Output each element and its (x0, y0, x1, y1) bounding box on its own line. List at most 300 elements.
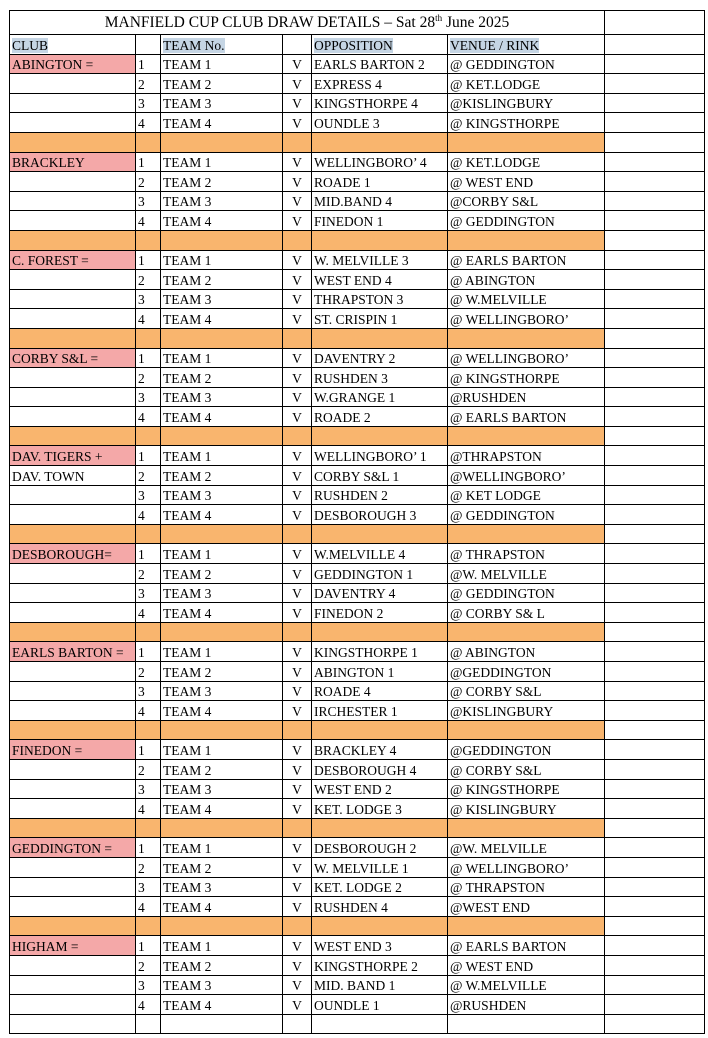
separator-cell (161, 818, 283, 838)
venue: @WEST END (448, 897, 605, 917)
match-number: 2 (136, 857, 161, 877)
match-number: 3 (136, 289, 161, 309)
team-name: TEAM 4 (161, 407, 283, 427)
match-number: 2 (136, 662, 161, 682)
table-row (10, 995, 705, 1015)
table-row (10, 838, 705, 858)
empty-cell (10, 270, 136, 290)
empty-cell (605, 11, 705, 35)
empty-cell (605, 93, 705, 113)
empty-cell (10, 211, 136, 231)
table-row (10, 446, 705, 466)
match-number: 3 (136, 191, 161, 211)
club-name: DAV. TIGERS + (10, 446, 136, 466)
separator-row (10, 916, 705, 936)
venue: @ CORBY S&L (448, 681, 605, 701)
versus-label: V (283, 838, 312, 858)
separator-cell (283, 916, 312, 936)
versus-label: V (283, 191, 312, 211)
empty-cell (10, 74, 136, 94)
opposition: FINEDON 1 (312, 211, 448, 231)
team-name: TEAM 3 (161, 779, 283, 799)
empty-cell (605, 466, 705, 486)
match-number: 1 (136, 446, 161, 466)
separator-row (10, 818, 705, 838)
empty-cell (283, 1014, 312, 1034)
team-name: TEAM 3 (161, 387, 283, 407)
separator-cell (448, 524, 605, 544)
empty-cell (605, 740, 705, 760)
venue: @W. MELVILLE (448, 564, 605, 584)
separator-cell (312, 230, 448, 250)
separator-cell (10, 524, 136, 544)
match-number: 2 (136, 466, 161, 486)
match-number: 3 (136, 681, 161, 701)
venue: @ KET.LODGE (448, 74, 605, 94)
table-row (10, 642, 705, 662)
empty-cell (605, 779, 705, 799)
match-number: 4 (136, 603, 161, 623)
separator-cell (448, 916, 605, 936)
versus-label: V (283, 309, 312, 329)
team-name: TEAM 4 (161, 995, 283, 1015)
club-name: DESBOROUGH= (10, 544, 136, 564)
versus-label: V (283, 172, 312, 192)
team-name: TEAM 1 (161, 152, 283, 172)
separator-row (10, 720, 705, 740)
table-row (10, 897, 705, 917)
table-row (10, 387, 705, 407)
venue: @GEDDINGTON (448, 662, 605, 682)
match-number: 3 (136, 583, 161, 603)
empty-cell (10, 701, 136, 721)
separator-row (10, 132, 705, 152)
versus-label: V (283, 348, 312, 368)
venue: @ KINGSTHORPE (448, 368, 605, 388)
versus-label: V (283, 936, 312, 956)
table-row (10, 289, 705, 309)
opposition: EXPRESS 4 (312, 74, 448, 94)
empty-cell (605, 975, 705, 995)
empty-cell (10, 485, 136, 505)
separator-row (10, 622, 705, 642)
match-number: 1 (136, 348, 161, 368)
separator-cell (448, 426, 605, 446)
header-club: CLUB (10, 35, 136, 55)
separator-cell (312, 328, 448, 348)
empty-cell (605, 211, 705, 231)
venue: @ THRAPSTON (448, 544, 605, 564)
separator-cell (161, 622, 283, 642)
versus-label: V (283, 446, 312, 466)
opposition: THRAPSTON 3 (312, 289, 448, 309)
separator-cell (283, 720, 312, 740)
team-name: TEAM 1 (161, 544, 283, 564)
table-row (10, 740, 705, 760)
opposition: FINEDON 2 (312, 603, 448, 623)
table-row (10, 485, 705, 505)
match-number: 2 (136, 270, 161, 290)
venue: @ THRAPSTON (448, 877, 605, 897)
table-row (10, 211, 705, 231)
separator-row (10, 328, 705, 348)
club-name: ABINGTON = (10, 54, 136, 74)
versus-label: V (283, 779, 312, 799)
table-row (10, 191, 705, 211)
empty-cell (605, 642, 705, 662)
team-name: TEAM 4 (161, 603, 283, 623)
versus-label: V (283, 701, 312, 721)
match-number: 4 (136, 505, 161, 525)
blank-row (10, 1014, 705, 1034)
team-name: TEAM 3 (161, 485, 283, 505)
opposition: WEST END 4 (312, 270, 448, 290)
empty-cell (605, 759, 705, 779)
separator-cell (605, 622, 705, 642)
versus-label: V (283, 152, 312, 172)
table-row (10, 955, 705, 975)
team-name: TEAM 1 (161, 250, 283, 270)
header-team: TEAM No. (161, 35, 283, 55)
venue: @ ABINGTON (448, 642, 605, 662)
separator-cell (605, 524, 705, 544)
table-row (10, 779, 705, 799)
opposition: DESBOROUGH 4 (312, 759, 448, 779)
opposition: WELLINGBORO’ 1 (312, 446, 448, 466)
match-number: 1 (136, 740, 161, 760)
empty-cell (605, 74, 705, 94)
empty-cell (605, 250, 705, 270)
versus-label: V (283, 211, 312, 231)
venue: @ GEDDINGTON (448, 505, 605, 525)
empty-cell (10, 93, 136, 113)
empty-cell (10, 897, 136, 917)
versus-label: V (283, 93, 312, 113)
opposition: ST. CRISPIN 1 (312, 309, 448, 329)
empty-cell (283, 35, 312, 55)
separator-cell (136, 720, 161, 740)
venue: @CORBY S&L (448, 191, 605, 211)
match-number: 4 (136, 995, 161, 1015)
empty-cell (10, 387, 136, 407)
empty-cell (605, 936, 705, 956)
empty-cell (605, 564, 705, 584)
empty-cell (10, 309, 136, 329)
empty-cell (605, 446, 705, 466)
versus-label: V (283, 466, 312, 486)
versus-label: V (283, 289, 312, 309)
empty-cell (10, 603, 136, 623)
separator-cell (161, 132, 283, 152)
separator-cell (283, 132, 312, 152)
table-row (10, 662, 705, 682)
opposition: MID. BAND 1 (312, 975, 448, 995)
separator-cell (10, 328, 136, 348)
team-name: TEAM 3 (161, 877, 283, 897)
empty-cell (605, 897, 705, 917)
opposition: ROADE 4 (312, 681, 448, 701)
table-row (10, 93, 705, 113)
club-name: FINEDON = (10, 740, 136, 760)
venue: @ CORBY S& L (448, 603, 605, 623)
opposition: RUSHDEN 3 (312, 368, 448, 388)
match-number: 3 (136, 877, 161, 897)
empty-cell (605, 152, 705, 172)
header-opposition: OPPOSITION (312, 35, 448, 55)
opposition: RUSHDEN 2 (312, 485, 448, 505)
separator-cell (605, 132, 705, 152)
opposition: WEST END 2 (312, 779, 448, 799)
match-number: 3 (136, 779, 161, 799)
opposition: EARLS BARTON 2 (312, 54, 448, 74)
separator-cell (312, 426, 448, 446)
separator-cell (605, 818, 705, 838)
opposition: RUSHDEN 4 (312, 897, 448, 917)
separator-cell (448, 622, 605, 642)
opposition: DESBOROUGH 3 (312, 505, 448, 525)
team-name: TEAM 2 (161, 857, 283, 877)
venue: @ EARLS BARTON (448, 407, 605, 427)
page-title: MANFIELD CUP CLUB DRAW DETAILS – Sat 28th June 2025 (10, 11, 605, 35)
match-number: 1 (136, 936, 161, 956)
table-row (10, 309, 705, 329)
empty-cell (10, 583, 136, 603)
opposition: W. MELVILLE 1 (312, 857, 448, 877)
separator-cell (448, 328, 605, 348)
separator-cell (605, 426, 705, 446)
team-name: TEAM 1 (161, 838, 283, 858)
separator-cell (10, 622, 136, 642)
venue: @ KET LODGE (448, 485, 605, 505)
separator-cell (448, 230, 605, 250)
match-number: 1 (136, 54, 161, 74)
separator-cell (312, 132, 448, 152)
separator-cell (283, 524, 312, 544)
versus-label: V (283, 113, 312, 133)
team-name: TEAM 2 (161, 172, 283, 192)
separator-cell (312, 916, 448, 936)
venue: @ ABINGTON (448, 270, 605, 290)
table-row (10, 368, 705, 388)
empty-cell (10, 505, 136, 525)
venue: @W. MELVILLE (448, 838, 605, 858)
opposition: OUNDLE 3 (312, 113, 448, 133)
versus-label: V (283, 485, 312, 505)
club-name: HIGHAM = (10, 936, 136, 956)
table-row (10, 74, 705, 94)
table-row (10, 54, 705, 74)
table-row (10, 505, 705, 525)
team-name: TEAM 4 (161, 505, 283, 525)
versus-label: V (283, 995, 312, 1015)
separator-cell (605, 720, 705, 740)
team-name: TEAM 3 (161, 583, 283, 603)
venue: @ EARLS BARTON (448, 250, 605, 270)
empty-cell (10, 289, 136, 309)
separator-cell (10, 230, 136, 250)
separator-cell (10, 818, 136, 838)
match-number: 4 (136, 407, 161, 427)
table-row (10, 250, 705, 270)
separator-cell (161, 426, 283, 446)
empty-cell (10, 407, 136, 427)
empty-cell (605, 505, 705, 525)
empty-cell (448, 1014, 605, 1034)
team-name: TEAM 2 (161, 759, 283, 779)
opposition: ROADE 2 (312, 407, 448, 427)
opposition: GEDDINGTON 1 (312, 564, 448, 584)
separator-cell (161, 328, 283, 348)
empty-cell (10, 877, 136, 897)
empty-cell (605, 1014, 705, 1034)
table-row (10, 936, 705, 956)
team-name: TEAM 4 (161, 113, 283, 133)
team-name: TEAM 2 (161, 270, 283, 290)
table-row (10, 701, 705, 721)
team-name: TEAM 3 (161, 289, 283, 309)
empty-cell (605, 289, 705, 309)
team-name: TEAM 4 (161, 897, 283, 917)
versus-label: V (283, 759, 312, 779)
versus-label: V (283, 54, 312, 74)
empty-cell (605, 995, 705, 1015)
separator-cell (283, 328, 312, 348)
versus-label: V (283, 270, 312, 290)
title-row (10, 11, 705, 35)
empty-cell (605, 113, 705, 133)
team-name: TEAM 3 (161, 681, 283, 701)
separator-cell (312, 622, 448, 642)
empty-cell (605, 877, 705, 897)
opposition: ABINGTON 1 (312, 662, 448, 682)
separator-cell (136, 426, 161, 446)
venue: @ KINGSTHORPE (448, 113, 605, 133)
table-row (10, 759, 705, 779)
header-venue: VENUE / RINK (448, 35, 605, 55)
team-name: TEAM 4 (161, 309, 283, 329)
separator-cell (448, 720, 605, 740)
opposition: IRCHESTER 1 (312, 701, 448, 721)
match-number: 4 (136, 701, 161, 721)
separator-cell (136, 916, 161, 936)
team-name: TEAM 1 (161, 348, 283, 368)
separator-cell (605, 230, 705, 250)
match-number: 2 (136, 955, 161, 975)
empty-cell (10, 113, 136, 133)
opposition: WELLINGBORO’ 4 (312, 152, 448, 172)
opposition: DESBOROUGH 2 (312, 838, 448, 858)
versus-label: V (283, 740, 312, 760)
match-number: 4 (136, 309, 161, 329)
venue: @ GEDDINGTON (448, 583, 605, 603)
table-row (10, 583, 705, 603)
venue: @KISLINGBURY (448, 93, 605, 113)
versus-label: V (283, 975, 312, 995)
venue: @ WELLINGBORO’ (448, 857, 605, 877)
opposition: CORBY S&L 1 (312, 466, 448, 486)
opposition: W.GRANGE 1 (312, 387, 448, 407)
match-number: 4 (136, 897, 161, 917)
match-number: 1 (136, 152, 161, 172)
club-name-secondary: DAV. TOWN (10, 466, 136, 486)
match-number: 2 (136, 368, 161, 388)
empty-cell (10, 681, 136, 701)
team-name: TEAM 2 (161, 74, 283, 94)
venue: @ WEST END (448, 172, 605, 192)
team-name: TEAM 4 (161, 211, 283, 231)
empty-cell (10, 1014, 136, 1034)
empty-cell (10, 662, 136, 682)
empty-cell (10, 191, 136, 211)
table-row (10, 799, 705, 819)
separator-cell (161, 916, 283, 936)
separator-cell (312, 524, 448, 544)
separator-cell (312, 818, 448, 838)
separator-cell (283, 818, 312, 838)
separator-cell (10, 426, 136, 446)
opposition: DAVENTRY 2 (312, 348, 448, 368)
empty-cell (605, 838, 705, 858)
empty-cell (605, 368, 705, 388)
venue: @GEDDINGTON (448, 740, 605, 760)
versus-label: V (283, 407, 312, 427)
opposition: KET. LODGE 2 (312, 877, 448, 897)
table-row (10, 603, 705, 623)
empty-cell (605, 857, 705, 877)
venue: @ WELLINGBORO’ (448, 309, 605, 329)
separator-cell (136, 622, 161, 642)
match-number: 2 (136, 172, 161, 192)
empty-cell (605, 485, 705, 505)
draw-table (9, 10, 705, 1034)
versus-label: V (283, 662, 312, 682)
separator-cell (448, 818, 605, 838)
opposition: WEST END 3 (312, 936, 448, 956)
club-name: C. FOREST = (10, 250, 136, 270)
separator-cell (136, 818, 161, 838)
venue: @ W.MELVILLE (448, 289, 605, 309)
venue: @WELLINGBORO’ (448, 466, 605, 486)
separator-cell (448, 132, 605, 152)
empty-cell (10, 779, 136, 799)
match-number: 3 (136, 975, 161, 995)
separator-cell (10, 132, 136, 152)
versus-label: V (283, 642, 312, 662)
table-row (10, 466, 705, 486)
venue: @ WEST END (448, 955, 605, 975)
table-row (10, 113, 705, 133)
table-row (10, 407, 705, 427)
separator-row (10, 426, 705, 446)
team-name: TEAM 2 (161, 564, 283, 584)
empty-cell (605, 309, 705, 329)
match-number: 2 (136, 564, 161, 584)
empty-cell (136, 35, 161, 55)
table-row (10, 544, 705, 564)
match-number: 4 (136, 211, 161, 231)
match-number: 1 (136, 544, 161, 564)
match-number: 1 (136, 250, 161, 270)
empty-cell (605, 701, 705, 721)
versus-label: V (283, 897, 312, 917)
match-number: 4 (136, 113, 161, 133)
venue: @ W.MELVILLE (448, 975, 605, 995)
team-name: TEAM 2 (161, 662, 283, 682)
table-row (10, 877, 705, 897)
versus-label: V (283, 603, 312, 623)
match-number: 2 (136, 74, 161, 94)
table-row (10, 348, 705, 368)
